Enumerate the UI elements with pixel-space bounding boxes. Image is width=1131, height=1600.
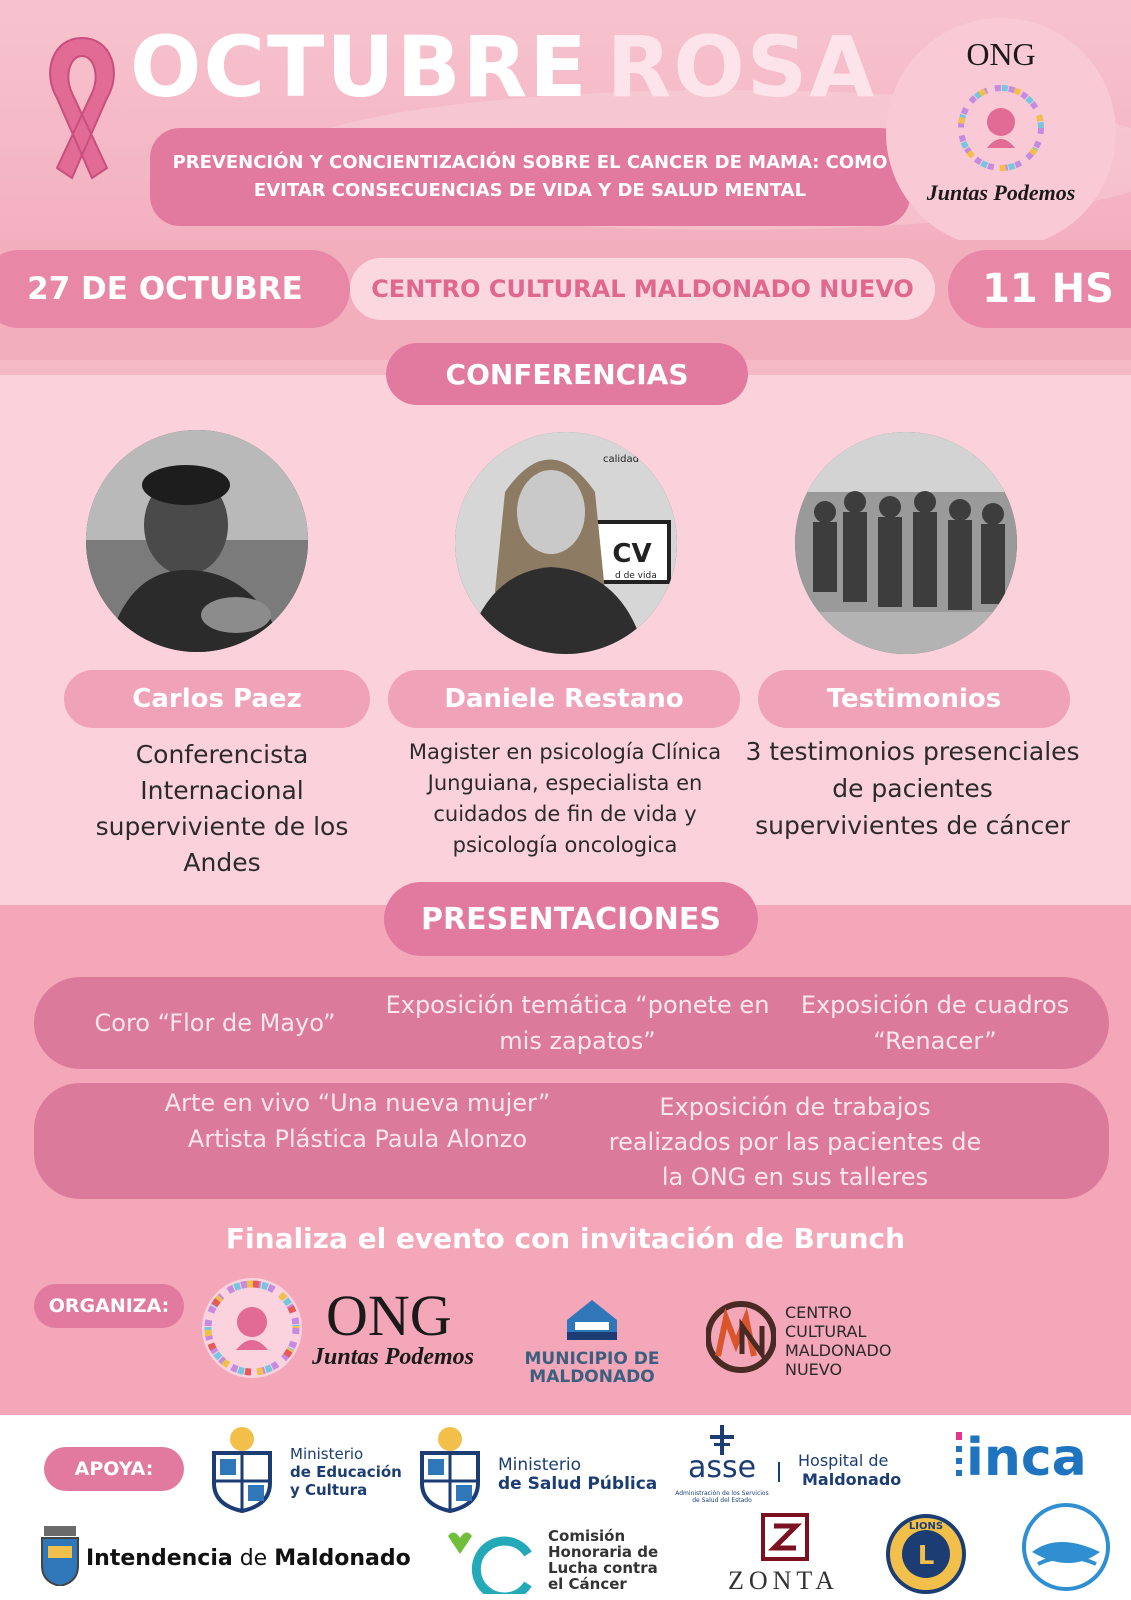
zonta-name: ZONTA <box>728 1566 840 1595</box>
mec-line-2: de Educación <box>290 1463 402 1481</box>
centro-cultural-name: CENTRO CULTURAL MALDONADO NUEVO <box>785 1303 892 1379</box>
speaker-photo-carlos-paez <box>86 430 308 652</box>
msp-line-1: Ministerio <box>498 1455 581 1475</box>
inca-dots-icon <box>954 1432 964 1484</box>
ribbons-ring-icon <box>941 78 1061 178</box>
svg-text:CV: CV <box>612 539 652 569</box>
hospital-line-2: Maldonado <box>802 1470 902 1489</box>
closing-note: Finaliza el evento con invitación de Brunch <box>225 1222 906 1255</box>
mec-line-1: Ministerio <box>290 1445 364 1463</box>
presentacion-arte-en-vivo: Arte en vivo “Una nueva mujer” Artista Plástica Paula Alonzo <box>164 1089 551 1153</box>
organiza-label: ORGANIZA: <box>34 1284 184 1328</box>
speaker-name-2: Daniele Restano <box>388 670 740 728</box>
speaker-photo-daniele-restano <box>455 432 677 654</box>
municipio-name: MUNICIPIO DE MALDONADO <box>524 1349 660 1387</box>
organiza-ong-title: ONG <box>326 1283 452 1348</box>
presentacion-exposicion-tematica: Exposición temática “ponete en mis zapatos” <box>385 991 770 1055</box>
conferencias-heading: CONFERENCIAS <box>386 343 748 405</box>
svg-text:L: L <box>917 1541 935 1571</box>
svg-text:d de vida: d de vida <box>615 571 657 581</box>
event-venue: CENTRO CULTURAL MALDONADO NUEVO <box>350 258 935 320</box>
hospital-line-1: Hospital de <box>798 1451 889 1470</box>
msp-line-2: de Salud Pública <box>498 1474 658 1494</box>
event-time: 11 HS <box>948 250 1131 328</box>
comision-logo-icon <box>444 1524 544 1594</box>
asse-divider <box>778 1462 780 1482</box>
presentacion-trabajos-pacientes: Exposición de trabajos realizados por las pacientes de la ONG en sus talleres <box>608 1093 982 1191</box>
ong-badge-logo <box>886 18 1116 248</box>
svg-text:calidad de: calidad de <box>603 454 655 465</box>
speaker-name-3: Testimonios <box>758 670 1070 728</box>
ong-badge-subtitle: Juntas Podemos <box>926 180 1076 205</box>
zonta-emblem-icon <box>760 1512 810 1562</box>
testimonios-group-photo <box>795 432 1017 654</box>
subtitle-banner <box>150 128 910 226</box>
subtitle-text: PREVENCIÓN Y CONCIENTIZACIÓN SOBRE EL CANCER DE MAMA: COMO EVITAR CONSECUENCIAS DE VIDA Y DE SALUD MENTAL <box>172 152 888 201</box>
ong-ribbons-logo-icon <box>196 1272 308 1384</box>
comision-name: Comisión Honoraria de Lucha contra el Cáncer <box>548 1527 659 1593</box>
presentacion-coro: Coro “Flor de Mayo” <box>94 1009 336 1037</box>
hands-care-logo-icon <box>1018 1502 1114 1592</box>
lions-club-logo-icon <box>886 1514 966 1594</box>
speaker-desc-2: Magister en psicología Clínica Junguiana, especialista en cuidados de fin de vida y psicología oncologica <box>408 740 722 857</box>
municipio-logo-icon <box>563 1296 621 1342</box>
presentacion-exposicion-cuadros: Exposición de cuadros “Renacer” <box>800 991 1070 1055</box>
uruguay-coat-of-arms-icon <box>206 1425 278 1513</box>
mec-line-3: y Cultura <box>290 1481 368 1499</box>
uruguay-coat-of-arms-icon-2 <box>414 1425 486 1513</box>
asse-subtext: Administración de los Servicios de Salud del Estado <box>675 1490 769 1504</box>
svg-text:LIONS: LIONS <box>908 1521 944 1532</box>
speaker-desc-3: 3 testimonios presenciales de pacientes supervivientes de cáncer <box>745 737 1080 840</box>
presentaciones-heading: PRESENTACIONES <box>384 882 758 956</box>
inca-name: inca <box>966 1428 1087 1488</box>
intendencia-name: Intendencia de Maldonado <box>86 1546 411 1571</box>
intendencia-shield-icon <box>40 1526 80 1586</box>
speaker-name-1: Carlos Paez <box>64 670 370 728</box>
pink-ribbon-icon <box>22 28 142 208</box>
asse-name: asse <box>688 1450 757 1485</box>
centro-cultural-logo-icon <box>706 1296 776 1378</box>
apoya-label: APOYA: <box>44 1447 184 1491</box>
event-date: 27 DE OCTUBRE <box>0 250 350 328</box>
speaker-desc-1: Conferencista Internacional superviviente de los Andes <box>95 740 349 877</box>
ong-badge-title: ONG <box>966 36 1036 72</box>
organiza-ong-subtitle: Juntas Podemos <box>312 1344 475 1370</box>
page-title: OCTUBRE ROSA <box>130 18 877 116</box>
